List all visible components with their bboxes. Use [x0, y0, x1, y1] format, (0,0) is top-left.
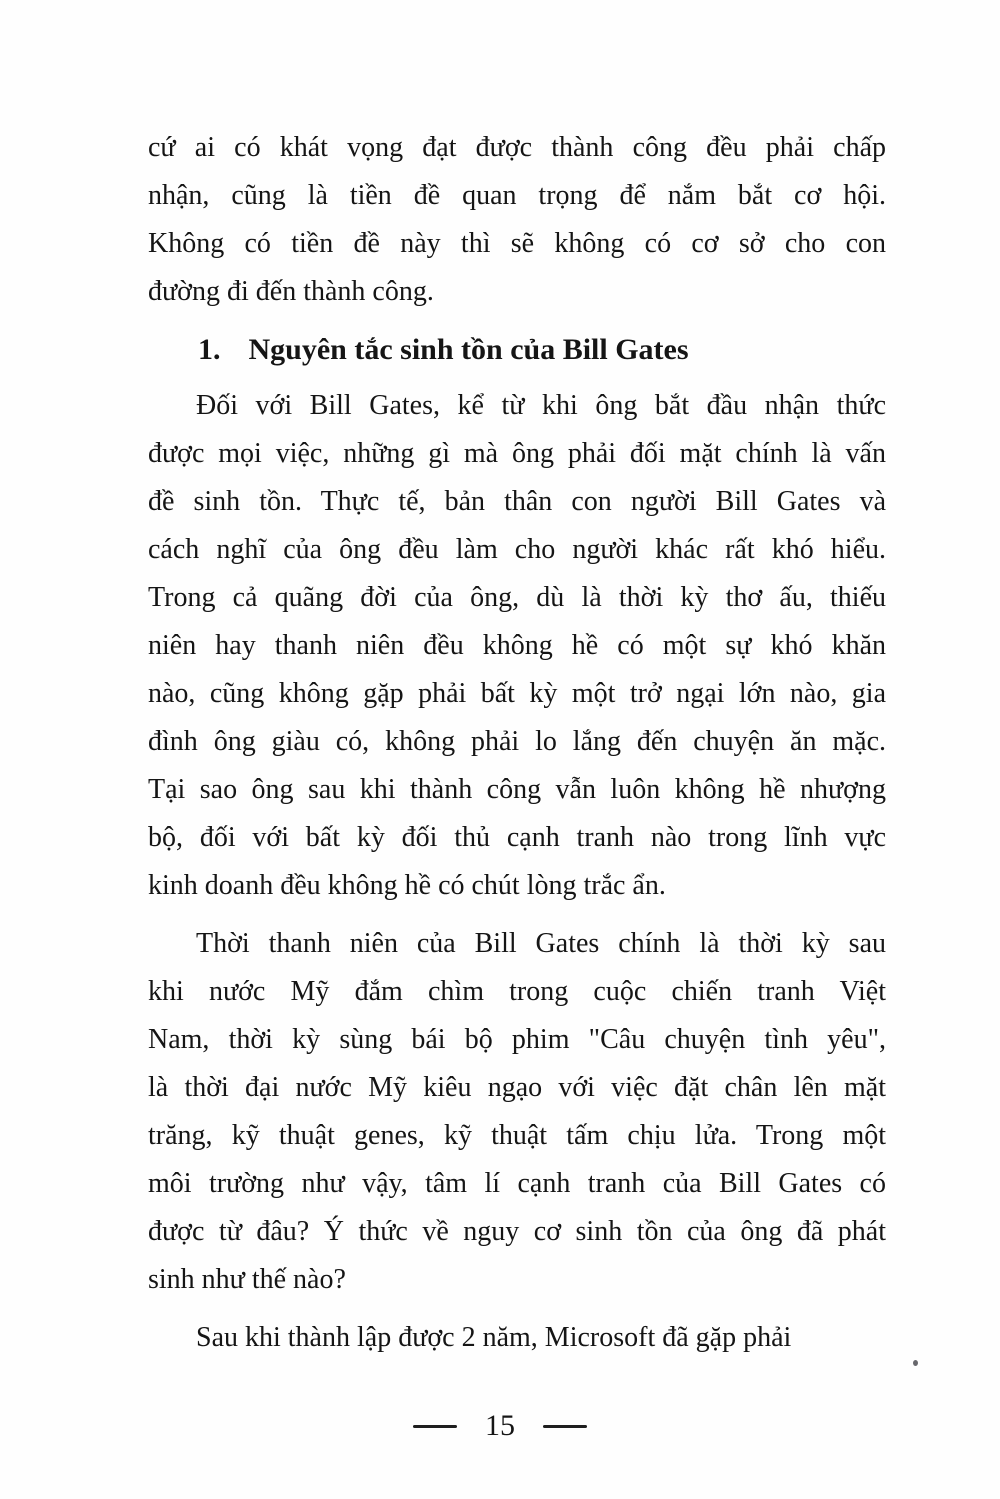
text-line: đình ông giàu có, không phải lo lắng đến chuyện ăn mặc. — [148, 726, 886, 757]
text-line: niên hay thanh niên đều không hề có một sự khó khăn — [148, 630, 886, 661]
footer-dash-left — [413, 1425, 457, 1428]
text-line: Sau khi thành lập được 2 năm, Microsoft đã gặp phải — [196, 1322, 792, 1353]
paragraph — [148, 382, 886, 910]
text-line: Không có tiền đề này thì sẽ không có cơ sở cho con — [148, 228, 886, 259]
scan-speck — [913, 1360, 918, 1366]
text-line: cách nghĩ của ông đều làm cho người khác rất khó hiểu. — [148, 534, 886, 565]
page-text-block — [148, 124, 886, 1362]
text-line: Nam, thời kỳ sùng bái bộ phim "Câu chuyện tình yêu", — [148, 1024, 886, 1055]
text-line: Đối với Bill Gates, kể từ khi ông bắt đầu nhận thức — [196, 390, 886, 421]
text-line: nào, cũng không gặp phải bất kỳ một trở ngại lớn nào, gia — [148, 678, 886, 709]
text-line: bộ, đối với bất kỳ đối thủ cạnh tranh nào trong lĩnh vực — [148, 822, 886, 853]
text-line: nhận, cũng là tiền đề quan trọng để nắm bắt cơ hội. — [148, 180, 886, 211]
text-line: được từ đâu? Ý thức về nguy cơ sinh tồn của ông đã phát — [148, 1216, 886, 1247]
text-line: đề sinh tồn. Thực tế, bản thân con người Bill Gates và — [148, 486, 886, 517]
text-line: là thời đại nước Mỹ kiêu ngạo với việc đặt chân lên mặt — [148, 1072, 886, 1103]
page-number: 15 — [485, 1409, 515, 1442]
text-line: được mọi việc, những gì mà ông phải đối mặt chính là vấn — [148, 438, 886, 469]
text-line: Trong cả quãng đời của ông, dù là thời kỳ thơ ấu, thiếu — [148, 582, 886, 613]
text-line: kinh doanh đều không hề có chút lòng trắc ẩn. — [148, 870, 666, 901]
text-line: sinh như thế nào? — [148, 1264, 346, 1295]
section-title: Nguyên tắc sinh tồn của Bill Gates — [248, 333, 689, 366]
footer-dash-right — [543, 1425, 587, 1428]
text-line: Tại sao ông sau khi thành công vẫn luôn không hề nhượng — [148, 774, 886, 805]
page-footer — [0, 1402, 1000, 1450]
text-line: trăng, kỹ thuật genes, kỹ thuật tấm chịu lửa. Trong một — [148, 1120, 886, 1151]
section-number: 1. — [198, 333, 221, 366]
text-line: Thời thanh niên của Bill Gates chính là thời kỳ sau — [196, 928, 886, 959]
section-heading — [148, 326, 886, 374]
paragraph — [148, 920, 886, 1304]
paragraph — [148, 1314, 886, 1362]
text-line: đường đi đến thành công. — [148, 276, 434, 307]
paragraph-continuation — [148, 124, 886, 316]
text-line: môi trường như vậy, tâm lí cạnh tranh của Bill Gates có — [148, 1168, 886, 1199]
text-line: khi nước Mỹ đắm chìm trong cuộc chiến tranh Việt — [148, 976, 886, 1007]
text-line: cứ ai có khát vọng đạt được thành công đều phải chấp — [148, 132, 886, 163]
